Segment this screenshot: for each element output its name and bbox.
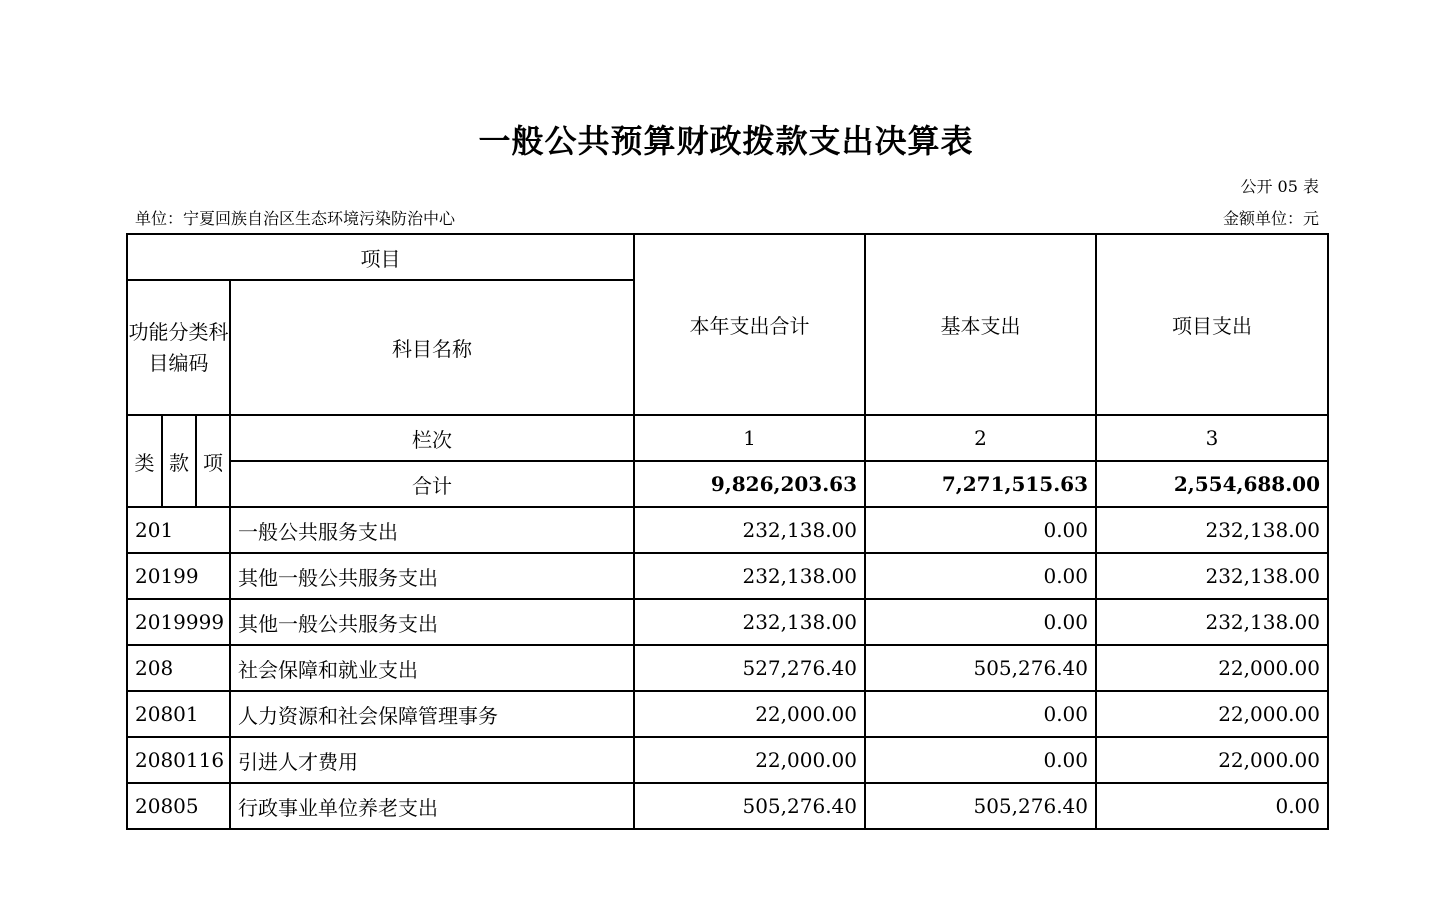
row-code: 208: [127, 645, 230, 691]
row-basic: 0.00: [865, 737, 1096, 783]
summary-project: 2,554,688.00: [1096, 461, 1328, 507]
header-lei: 类: [127, 415, 162, 507]
column-number-2: 2: [865, 415, 1096, 461]
header-kuan: 款: [162, 415, 196, 507]
row-total: 232,138.00: [634, 599, 865, 645]
row-name: 社会保障和就业支出: [230, 645, 634, 691]
row-total: 232,138.00: [634, 553, 865, 599]
table-row: [127, 645, 1328, 691]
row-project: 232,138.00: [1096, 507, 1328, 553]
row-name: 引进人才费用: [230, 737, 634, 783]
row-total: 22,000.00: [634, 737, 865, 783]
table-row: [127, 737, 1328, 783]
row-project: 232,138.00: [1096, 553, 1328, 599]
row-basic: 505,276.40: [865, 783, 1096, 829]
report-title: 一般公共预算财政拨款支出决算表: [478, 122, 974, 160]
row-basic: 0.00: [865, 691, 1096, 737]
column-number-3: 3: [1096, 415, 1328, 461]
header-total: 本年支出合计: [634, 234, 865, 415]
row-basic: 0.00: [865, 599, 1096, 645]
row-code: 2080116: [127, 737, 230, 783]
table-row: [127, 691, 1328, 737]
currency-label: 金额单位：元: [1222, 209, 1319, 228]
row-code: 2019999: [127, 599, 230, 645]
row-project: 22,000.00: [1096, 737, 1328, 783]
expenditure-table: [126, 233, 1329, 830]
row-total: 505,276.40: [634, 783, 865, 829]
row-basic: 0.00: [865, 553, 1096, 599]
header-lanci: 栏次: [230, 415, 634, 461]
row-total: 232,138.00: [634, 507, 865, 553]
header-project-expense: 项目支出: [1096, 234, 1328, 415]
row-basic: 0.00: [865, 507, 1096, 553]
table-row: [127, 783, 1328, 829]
row-code: 20199: [127, 553, 230, 599]
row-name: 行政事业单位养老支出: [230, 783, 634, 829]
row-name: 人力资源和社会保障管理事务: [230, 691, 634, 737]
column-number-1: 1: [634, 415, 865, 461]
row-name: 一般公共服务支出: [230, 507, 634, 553]
table-row: [127, 599, 1328, 645]
unit-label: 单位：宁夏回族自治区生态环境污染防治中心: [135, 209, 456, 228]
row-basic: 505,276.40: [865, 645, 1096, 691]
row-code: 201: [127, 507, 230, 553]
row-project: 0.00: [1096, 783, 1328, 829]
form-code: 公开 05 表: [1240, 177, 1319, 196]
summary-total: 9,826,203.63: [634, 461, 865, 507]
summary-label: 合计: [230, 461, 634, 507]
header-func-code: 功能分类科目编码: [127, 280, 230, 415]
row-name: 其他一般公共服务支出: [230, 599, 634, 645]
row-project: 232,138.00: [1096, 599, 1328, 645]
row-project: 22,000.00: [1096, 691, 1328, 737]
header-project: 项目: [127, 234, 634, 280]
header-xiang: 项: [196, 415, 230, 507]
row-total: 527,276.40: [634, 645, 865, 691]
summary-basic: 7,271,515.63: [865, 461, 1096, 507]
table-row: [127, 507, 1328, 553]
header-subject-name: 科目名称: [230, 280, 634, 415]
row-name: 其他一般公共服务支出: [230, 553, 634, 599]
row-project: 22,000.00: [1096, 645, 1328, 691]
row-code: 20801: [127, 691, 230, 737]
row-code: 20805: [127, 783, 230, 829]
row-total: 22,000.00: [634, 691, 865, 737]
table-row: [127, 553, 1328, 599]
header-basic: 基本支出: [865, 234, 1096, 415]
